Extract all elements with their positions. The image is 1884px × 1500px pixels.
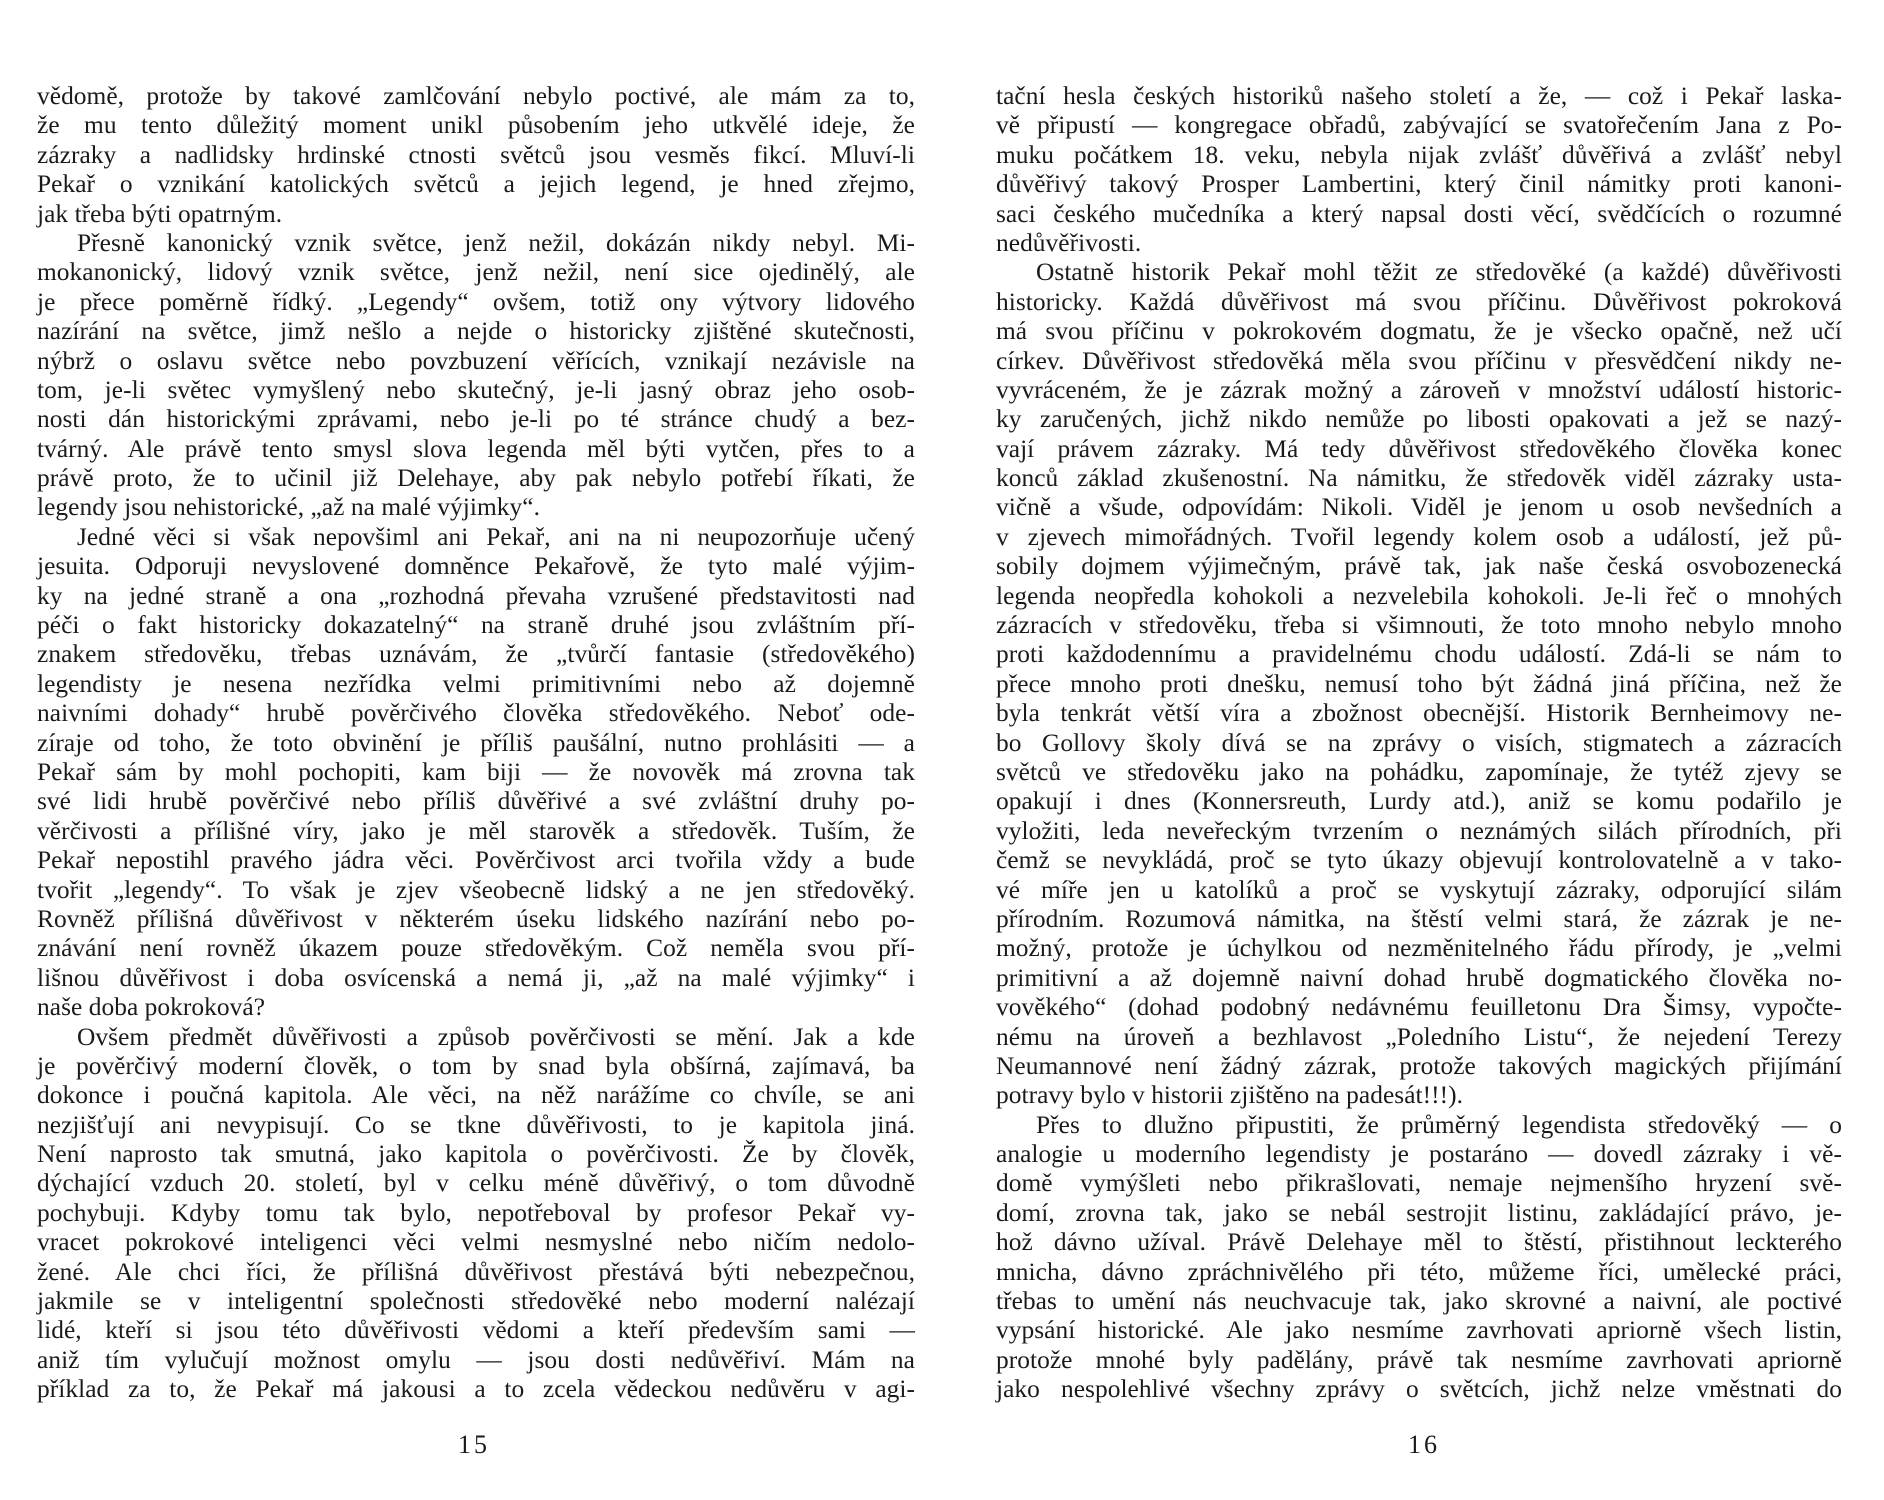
text-line: sobily dojmem výjimečným, právě tak, jak naše česká osvobozenecká xyxy=(996,552,1842,581)
text-line: ky zaručených, jichž nikdo nemůže po libosti opakovati a jež se nazý- xyxy=(996,405,1842,434)
text-line: Jedné věci si však nepovšiml ani Pekař, ani na ni neupozorňuje učený xyxy=(77,522,915,551)
page-number-right: 16 xyxy=(1408,1430,1440,1459)
text-line: znávání není rovněž úkazem pouze středověkým. Což neměla svou pří- xyxy=(37,934,915,963)
text-line: své lidi hrubě pověrčivé nebo příliš důvěřivé a své zvláštní druhy po- xyxy=(37,787,915,816)
text-line: naše doba pokroková? xyxy=(37,993,266,1022)
text-line: tvárný. Ale právě tento smysl slova legenda měl býti vytčen, přes to a xyxy=(37,434,915,463)
text-line: nému na úroveň a bezhlavost „Poledního Listu“, že nejedení Terezy xyxy=(996,1022,1842,1051)
text-line: tom, je-li světec vymyšlený nebo skutečný, je-li jasný obraz jeho osob- xyxy=(37,375,915,404)
text-line: mokanonický, lidový vznik světce, jenž nežil, není sice ojedinělý, ale xyxy=(37,258,915,287)
text-line: domí, zrovna tak, jako se nebál sestrojit listinu, zakládající právo, je- xyxy=(996,1198,1842,1227)
text-line: nezjišťují ani nevypisují. Co se tkne důvěřivosti, to je kapitola jiná. xyxy=(37,1110,915,1139)
page-number-left: 15 xyxy=(458,1430,490,1459)
text-line: vracet pokrokové inteligenci věci velmi nesmyslné nebo ničím nedolo- xyxy=(37,1228,915,1257)
text-line: Přesně kanonický vznik světce, jenž nežil, dokázán nikdy nebyl. Mi- xyxy=(77,228,915,257)
right-page xyxy=(996,82,1842,1405)
text-line: církev. Důvěřivost středověká měla svou příčinu v přesvědčení nikdy ne- xyxy=(996,346,1842,375)
text-line: vypsání historické. Ale jako nesmíme zavrhovati apriorně všech listin, xyxy=(996,1316,1842,1345)
text-line: vé míře jen u katolíků a proč se vyskytují zázraky, odporující silám xyxy=(996,875,1842,904)
text-line: je přece poměrně řídký. „Legendy“ ovšem, totiž ony výtvory lidového xyxy=(37,287,915,316)
text-line: primitivní a až dojemně naivní dohad hrubě dogmatického člověka no- xyxy=(996,963,1842,992)
text-line: legenda neopředla kohokoli a nezvelebila kohokoli. Je-li řeč o mnohých xyxy=(996,581,1842,610)
text-line: muku počátkem 18. veku, nebyla nijak zvlášť důvěřivá a zvlášť nebyl xyxy=(996,140,1842,169)
text-line: čemž se nevykládá, proč se tyto úkazy objevují kontrolovatelně a v tako- xyxy=(996,846,1842,875)
text-line: nýbrž o oslavu světce nebo povzbuzení věřících, vznikají nezávisle na xyxy=(37,346,915,375)
text-line: vověkého“ (dohad podobný nedávnému feuilletonu Dra Šimsy, vypočte- xyxy=(996,993,1842,1022)
text-line: tační hesla českých historiků našeho století a že, — což i Pekař laska- xyxy=(996,82,1842,110)
text-line: pochybuji. Kdyby tomu tak bylo, nepotřeboval by profesor Pekař vy- xyxy=(37,1198,915,1227)
text-line: možný, protože je úchylkou od nezměnitelného řádu přírody, je „velmi xyxy=(996,934,1842,963)
text-line: byla tenkrát větší víra a zbožnost obecnější. Historik Bernheimovy ne- xyxy=(996,699,1842,728)
text-line: opakují i dnes (Konnersreuth, Lurdy atd.), aniž se komu podařilo je xyxy=(996,787,1842,816)
text-line: nazírání na světce, jimž nešlo a nejde o historicky zjištěné skutečnosti, xyxy=(37,317,915,346)
text-line: Přes to dlužno připustiti, že průměrný legendista středověký — o xyxy=(1036,1110,1842,1139)
text-line: dokonce i poučná kapitola. Ale věci, na něž narážíme co chvíle, se ani xyxy=(37,1081,915,1110)
text-line: proti každodennímu a pravidelnému chodu událostí. Zdá-li se nám to xyxy=(996,640,1842,669)
text-line: má svou příčinu v pokrokovém dogmatu, že je všecko opačně, než učí xyxy=(996,317,1842,346)
text-line: Rovněž přílišná důvěřivost v některém úseku lidského nazírání nebo po- xyxy=(37,904,915,933)
text-line: Pekař nepostihl pravého jádra věci. Pověrčivost arci tvořila vždy a bude xyxy=(37,846,915,875)
text-line: jakmile se v inteligentní společnosti středověké nebo moderní nalézají xyxy=(37,1287,915,1316)
text-line: vě připustí — kongregace obřadů, zabývající se svatořečením Jana z Po- xyxy=(996,111,1842,140)
left-page xyxy=(37,82,915,1405)
text-line: protože mnohé byly padělány, právě tak nesmíme zavrhovati apriorně xyxy=(996,1345,1842,1374)
text-line: znakem středověku, třebas uznávám, že „tvůrčí fantasie (středověkého) xyxy=(37,640,915,669)
text-line: věrčivosti a přílišné víry, jako je měl starověk a středověk. Tuším, že xyxy=(37,816,915,845)
text-line: Ostatně historik Pekař mohl těžit ze středověké (a každé) důvěřivosti xyxy=(1036,258,1842,287)
text-line: je pověrčivý moderní člověk, o tom by snad byla obšírná, zajímavá, ba xyxy=(37,1051,915,1080)
text-line: domě vymýšleti nebo přikrašlovati, nemaje nejmenšího hryzení svě- xyxy=(996,1169,1842,1198)
text-line: tvořit „legendy“. To však je zjev všeobecně lidský a ne jen středověký. xyxy=(37,875,915,904)
text-line: historicky. Každá důvěřivost má svou příčinu. Důvěřivost pokroková xyxy=(996,287,1842,316)
text-line: ky na jedné straně a ona „rozhodná převaha vzrušené představitosti nad xyxy=(37,581,915,610)
text-line: přírodním. Rozumová námitka, na štěstí velmi stará, že zázrak je ne- xyxy=(996,904,1842,933)
text-line: lidé, kteří si jsou této důvěřivosti vědomi a kteří především sami — xyxy=(37,1316,915,1345)
text-line: analogie u moderního legendisty je postaráno — dovedl zázraky i vě- xyxy=(996,1140,1842,1169)
text-line: zázracích v středověku, třeba si všimnouti, že toto mnoho nebylo mnoho xyxy=(996,611,1842,640)
text-line: žené. Ale chci říci, že přílišná důvěřivost přestává býti nebezpečnou, xyxy=(37,1257,915,1286)
text-line: právě proto, že to učinil již Delehaye, aby pak nebylo potřebí říkati, že xyxy=(37,464,915,493)
text-line: legendy jsou nehistorické, „až na malé výjimky“. xyxy=(37,493,540,522)
text-line: třebas to umění nás neuchvacuje tak, jako skrovné a naivní, ale poctivé xyxy=(996,1287,1842,1316)
text-line: důvěřivý takový Prosper Lambertini, který činil námitky proti kanoni- xyxy=(996,170,1842,199)
text-line: dýchající vzduch 20. století, byl v celku méně důvěřivý, o tom důvodně xyxy=(37,1169,915,1198)
text-line: lišnou důvěřivost i doba osvícenská a nemá ji, „až na malé výjimky“ i xyxy=(37,963,915,992)
text-line: nosti dán historickými zprávami, nebo je-li po té stránce chudý a bez- xyxy=(37,405,915,434)
text-line: potravy bylo v historii zjištěno na padesát!!!). xyxy=(996,1081,1464,1110)
text-line: naivními dohady“ hrubě pověrčivého člověka středověkého. Neboť ode- xyxy=(37,699,915,728)
text-line: jesuita. Odporuji nevyslovené domněnce Pekařově, že tyto malé výjim- xyxy=(37,552,915,581)
text-line: Pekař sám by mohl pochopiti, kam biji — že novověk má zrovna tak xyxy=(37,757,915,786)
text-line: Není naprosto tak smutná, jako kapitola o pověrčivosti. Že by člověk, xyxy=(37,1140,915,1169)
text-line: příklad za to, že Pekař má jakousi a to zcela vědeckou nedůvěru v agi- xyxy=(37,1375,915,1404)
text-line: aniž tím vylučují možnost omylu — jsou dosti nedůvěřiví. Mám na xyxy=(37,1345,915,1374)
text-line: konců základ zkušenostní. Na námitku, že středověk viděl zázraky usta- xyxy=(996,464,1842,493)
text-line: Ovšem předmět důvěřivosti a způsob pověrčivosti se mění. Jak a kde xyxy=(77,1022,915,1051)
text-line: vičně a všude, odpovídám: Nikoli. Viděl je jenom u osob nevšedních a xyxy=(996,493,1842,522)
text-line: světců ve středověku jako na pohádku, zapomínaje, že tytéž zjevy se xyxy=(996,757,1842,786)
text-line: zázraky a nadlidsky hrdinské ctnosti světců jsou vesměs fikcí. Mluví-li xyxy=(37,140,915,169)
text-line: péči o fakt historicky dokazatelný“ na straně druhé jsou zvláštním pří- xyxy=(37,611,915,640)
text-line: nedůvěřivosti. xyxy=(996,228,1142,257)
text-line: bo Gollovy školy dívá se na zprávy o visích, stigmatech a zázracích xyxy=(996,728,1842,757)
text-line: zíraje od toho, že toto obvinění je příliš paušální, nutno prohlásiti — a xyxy=(37,728,915,757)
text-line: Neumannové není žádný zázrak, protože takových magických přijímání xyxy=(996,1051,1842,1080)
text-line: saci českého mučedníka a který napsal dosti věcí, svědčících o rozumné xyxy=(996,199,1842,228)
text-line: jak třeba býti opatrným. xyxy=(37,199,283,228)
text-line: jako nespolehlivé všechny zprávy o světcích, jichž nelze vměstnati do xyxy=(996,1375,1842,1404)
text-line: v zjevech mimořádných. Tvořil legendy kolem osob a událostí, jež pů- xyxy=(996,522,1842,551)
text-line: že mu tento důležitý moment unikl působením jeho utkvělé ideje, že xyxy=(37,111,915,140)
text-line: Pekař o vznikání katolických světců a jejich legend, je hned zřejmo, xyxy=(37,170,915,199)
text-line: vyložiti, leda neveřeckým tvrzením o neznámých silách přírodních, při xyxy=(996,816,1842,845)
text-line: vyvráceném, že je zázrak možný a zároveň v množství událostí historic- xyxy=(996,375,1842,404)
text-line: mnicha, dávno zpráchnivělého při této, můžeme říci, umělecké práci, xyxy=(996,1257,1842,1286)
text-line: přece mnoho proti dnešku, nemusí toho být žádná jiná příčina, než že xyxy=(996,669,1842,698)
text-line: vají právem zázraky. Má tedy důvěřivost středověkého člověka konec xyxy=(996,434,1842,463)
text-line: vědomě, protože by takové zamlčování nebylo poctivé, ale mám za to, xyxy=(37,82,915,110)
text-line: hož dávno užíval. Právě Delehaye měl to štěstí, přistihnout leckterého xyxy=(996,1228,1842,1257)
text-line: legendisty je nesena nezřídka velmi primitivními nebo až dojemně xyxy=(37,669,915,698)
